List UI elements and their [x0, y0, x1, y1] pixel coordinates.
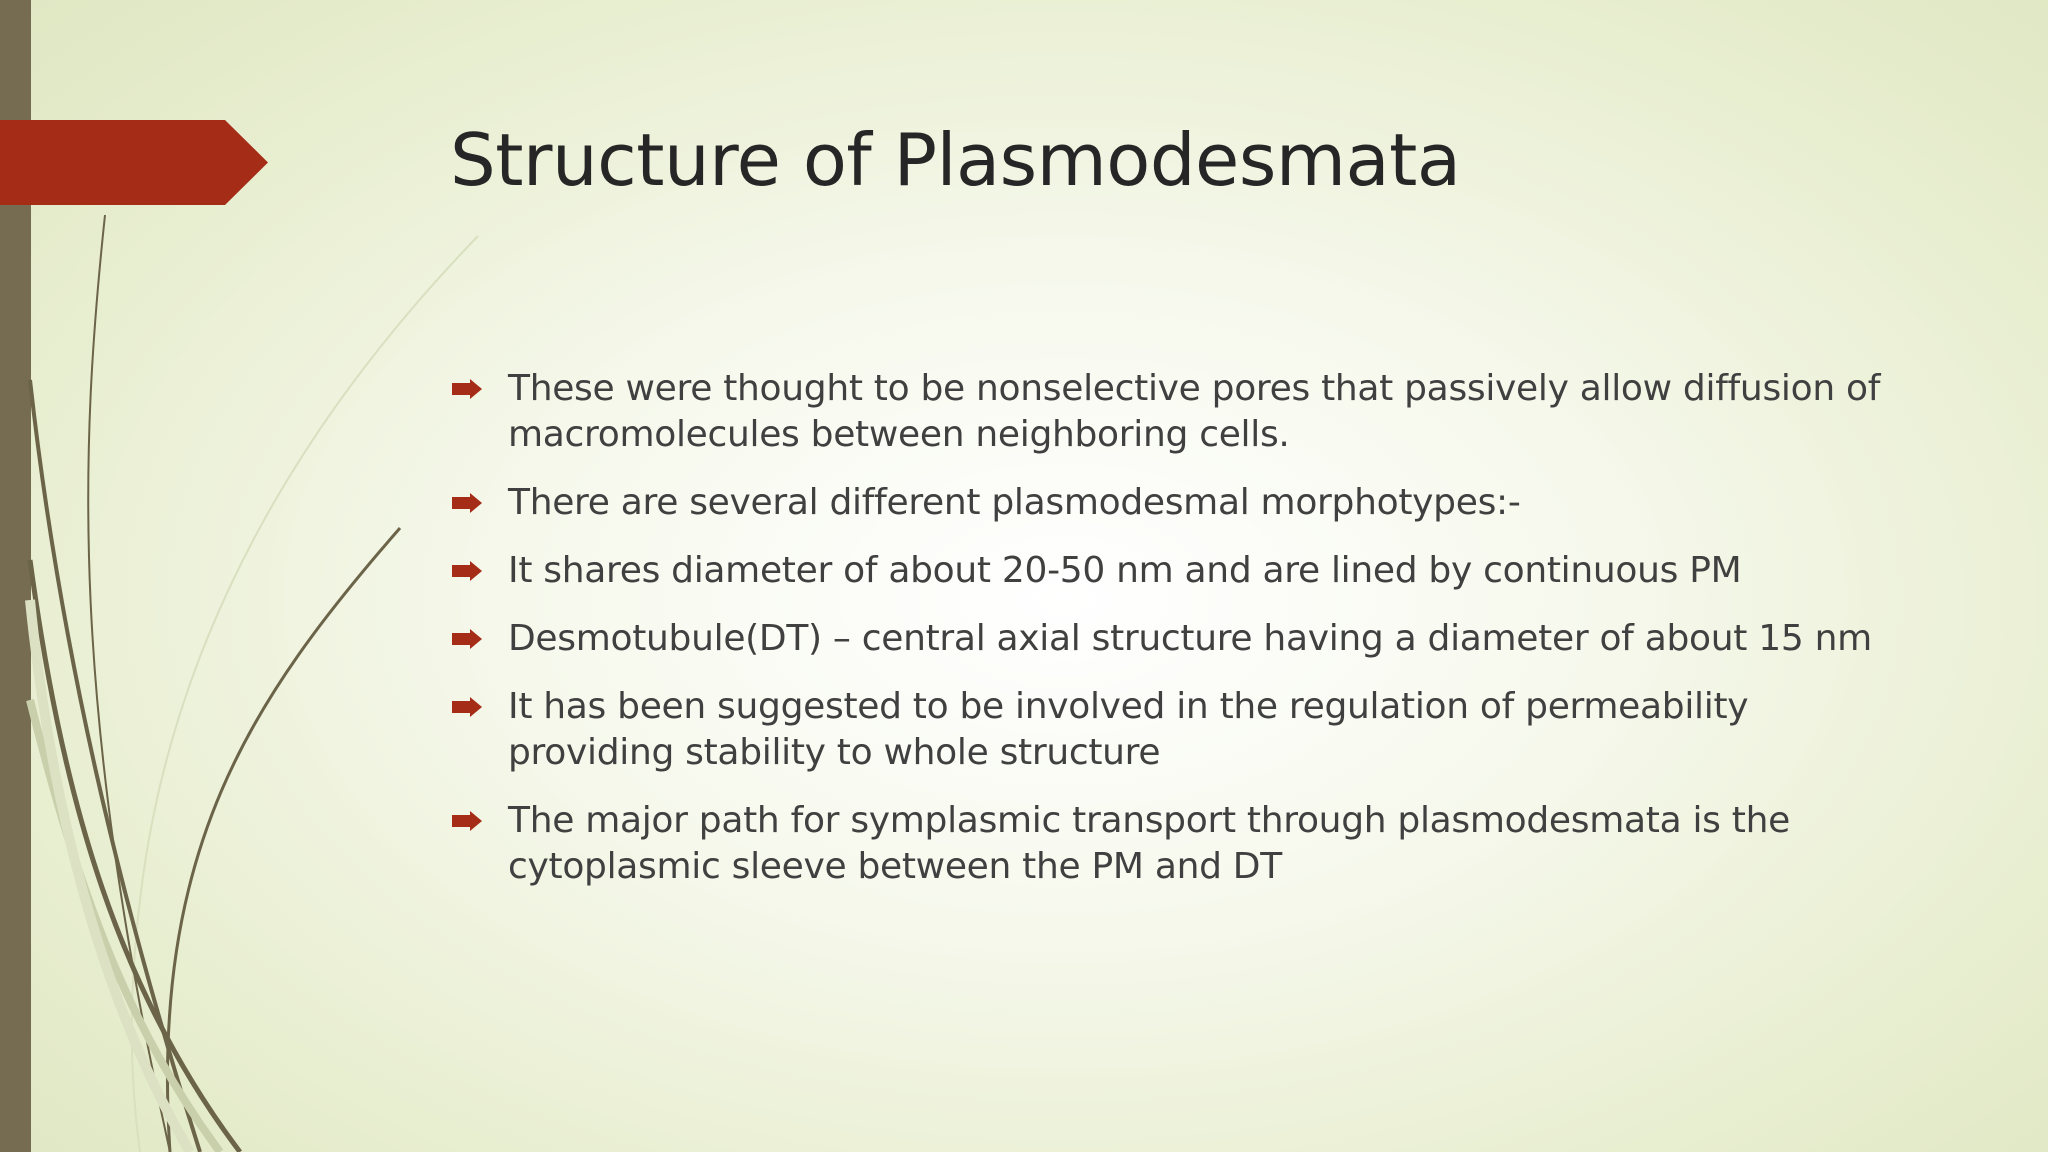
bullet-text: The major path for symplasmic transport through plasmodesmata is the cytoplasmic sleeve between the PM and DT [508, 800, 1790, 887]
arrow-right-icon [452, 629, 482, 649]
bullet-text: Desmotubule(DT) – central axial structure having a diameter of about 15 nm [508, 618, 1872, 659]
bullet-item [452, 548, 1902, 594]
bullet-item [452, 616, 1902, 662]
slide-title: Structure of Plasmodesmata [450, 118, 1461, 202]
bullet-text: It shares diameter of about 20-50 nm and are lined by continuous PM [508, 550, 1742, 591]
bullet-list [452, 366, 1902, 912]
arrow-right-icon [452, 493, 482, 513]
bullet-text: There are several different plasmodesmal morphotypes:- [508, 482, 1521, 523]
title-arrow-shape [0, 120, 268, 205]
arrow-right-icon [452, 379, 482, 399]
arrow-right-icon [452, 811, 482, 831]
bullet-text: It has been suggested to be involved in the regulation of permeability providing stability to whole structure [508, 686, 1749, 773]
bullet-item [452, 684, 1902, 776]
arrow-right-icon [452, 697, 482, 717]
bullet-item [452, 798, 1902, 890]
arrow-right-icon [452, 561, 482, 581]
bullet-item [452, 366, 1902, 458]
bullet-item [452, 480, 1902, 526]
bullet-text: These were thought to be nonselective pores that passively allow diffusion of macromolecules between neighboring cells. [508, 368, 1881, 455]
